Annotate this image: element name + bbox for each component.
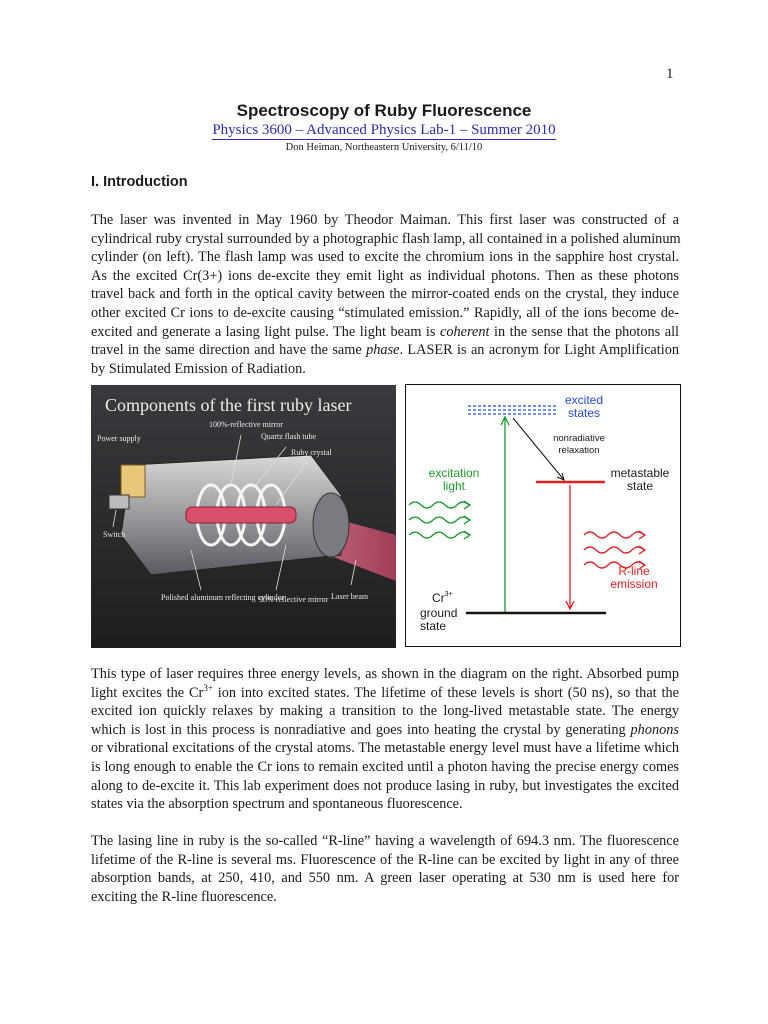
text-line: This type of laser requires three energy levels, as shown in the diagram on the right. Absorbed pump <box>91 666 679 682</box>
course-subtitle-text: Physics 3600 – Advanced Physics Lab-1 – Summer 2010 <box>212 122 556 138</box>
r-line-paragraph <box>91 832 679 906</box>
text-line: The lasing line in ruby is the so-called “R-line” having a wavelength of 694.3 nm. The fluorescence <box>91 833 679 849</box>
author-line: Don Heiman, Northeastern University, 6/11/10 <box>285 142 483 153</box>
text-line <box>91 323 679 342</box>
text-line: lifetime of the R-line is several ms. Fluorescence of the R-line can be excited by light in any of three <box>91 851 679 868</box>
text-line: is long enough to enable the Cr ions to remain excited until a photon having the precise energy comes <box>91 758 679 775</box>
text-line: cylindrical ruby crystal surrounded by a photographic flash lamp, all contained in a polished aluminum <box>91 230 681 247</box>
emphasis-phonons: phonons <box>630 721 679 738</box>
label-laser-beam: Laser beam <box>331 592 369 601</box>
label-ground-state: ground state <box>420 606 458 633</box>
emphasis-phase: phase <box>366 342 400 359</box>
figure-title: Components of the first ruby laser <box>105 395 352 415</box>
text-line: or vibrational excitations of the crystal atoms. The metastable energy level must have a lifetime which <box>91 740 679 757</box>
cr-text: Cr <box>432 591 445 605</box>
label-r-line-emission: R-line emission <box>610 564 658 591</box>
text-segment: excited and generate a lasing light pulse. The light beam is <box>91 323 436 340</box>
superscript-3plus: 3+ <box>203 682 213 693</box>
text-line: As the excited Cr(3+) ions de-excite they emit light as individual photons. Then as these photons <box>91 267 679 284</box>
text-line: other excited Cr ions to de-excite causing “stimulated emission.” Rapidly, all of the ions become de- <box>91 304 679 321</box>
text-line: states via the absorption spectrum and spontaneous fluorescence. <box>91 796 463 813</box>
text-segment: travel in the same direction and have the same <box>91 342 362 359</box>
label-cylinder: Polished aluminum reflecting cylinder <box>161 593 284 602</box>
text-segment: . LASER is an acronym for Light Amplification <box>399 342 679 359</box>
emphasis-coherent: coherent <box>439 323 490 340</box>
page-number: 1 <box>666 66 674 82</box>
cr-superscript: 3+ <box>444 591 453 598</box>
energy-level-diagram <box>405 384 681 647</box>
label-mirror: 100%-reflective mirror <box>209 420 283 429</box>
page-title: Spectroscopy of Ruby Fluorescence <box>236 101 532 120</box>
text-line: by Stimulated Emission of Radiation. <box>91 360 306 377</box>
course-subtitle <box>0 122 768 139</box>
text-line: travel back and forth in the optical cavity between the mirror-coated ends on the crystal, they induce <box>91 286 679 303</box>
text-segment: ion into excited states. The lifetime of these levels is short (50 ns), so that the <box>212 684 679 701</box>
text-segment: which is lost in this process is nonradiative and goes into heating the crystal by generating <box>91 721 626 738</box>
text-line: excited ion quickly relaxes by making a transition to the long-lived metastable state. The energy <box>91 703 679 720</box>
text-line: exciting the R-line fluorescence. <box>91 888 277 905</box>
ruby-laser-figure <box>91 385 396 648</box>
text-line: absorption bands, at 250, 410, and 550 nm. A green laser operating at 530 nm is used here for <box>91 870 679 887</box>
label-metastable-state: metastable state <box>610 466 670 493</box>
text-line <box>91 684 679 703</box>
label-flash-tube: Quartz flash tube <box>261 432 317 441</box>
label-switch: Switch <box>103 530 126 539</box>
label-cr-ion <box>432 592 453 605</box>
excitation-waves <box>409 501 470 539</box>
intro-paragraph <box>91 211 679 378</box>
text-line <box>91 721 679 740</box>
text-segment: in the sense that the photons all <box>489 323 680 340</box>
text-line <box>91 341 679 360</box>
label-power-supply: Power supply <box>97 434 141 443</box>
energy-levels-paragraph <box>91 665 679 814</box>
label-excited-states: excited states <box>564 393 604 420</box>
section-heading: I. Introduction <box>91 174 188 190</box>
text-line: The laser was invented in May 1960 by Theodor Maiman. This first laser was constructed of a <box>91 212 679 228</box>
label-nonradiative: nonradiative relaxation <box>553 433 605 456</box>
label-ruby-crystal: Ruby crystal <box>291 448 332 457</box>
ruby-laser-illustration <box>91 385 396 648</box>
label-excitation-light: excitation light <box>428 466 480 493</box>
text-line: along to de-excite it. This lab experiment does not produce lasing in ruby, but investigates the excited <box>91 777 679 794</box>
text-segment: light excites the Cr <box>91 684 204 701</box>
label-partial-mirror: 95% reflective mirror <box>259 595 329 604</box>
text-line: cylinder (on left). The flash lamp was used to excite the chromium ions in the sapphire host crystal. <box>91 249 679 266</box>
